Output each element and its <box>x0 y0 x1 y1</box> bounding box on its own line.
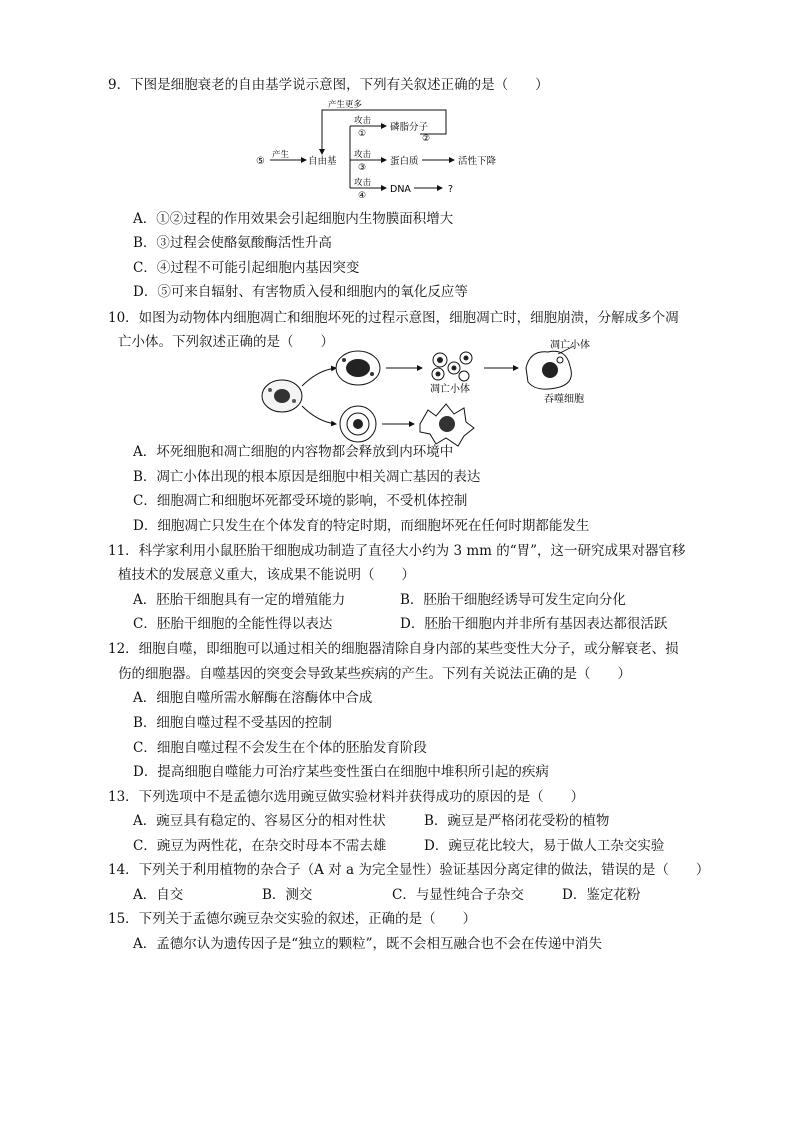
q10-option-a: A．坏死细胞和凋亡细胞的内容物都会释放到内环境中 <box>133 444 454 460</box>
apoptotic-body-top-label: 凋亡小体 <box>550 340 590 351</box>
free-radical-diagram <box>250 96 530 200</box>
produce-label: 产生 <box>272 150 290 160</box>
q13-stem: 13．下列选项中不是孟德尔选用豌豆做实验材料并获得成功的原因的是（ ） <box>108 789 585 805</box>
apoptotic-body-label: 凋亡小体 <box>430 384 470 395</box>
apoptosis-necrosis-diagram <box>258 338 618 448</box>
q13-option-a: A．豌豆具有稳定的、容易区分的相对性状 <box>133 813 386 829</box>
q12-stem-line2: 伤的细胞器。自噬基因的突变会导致某些疾病的产生。下列有关说法正确的是（ ） <box>118 666 631 682</box>
q9-option-d: D．⑤可来自辐射、有害物质入侵和细胞内的氧化反应等 <box>133 284 468 300</box>
necrotic-cell <box>420 404 474 446</box>
protein-label: 蛋白质 <box>390 156 419 167</box>
q10-stem-line2: 亡小体。下列叙述正确的是（ ） <box>118 334 334 350</box>
q10-option-b: B．凋亡小体出现的根本原因是细胞中相关凋亡基因的表达 <box>133 469 481 485</box>
q13-option-c: C．豌豆为两性花，在杂交时母本不需去雄 <box>133 838 387 854</box>
q11-option-d: D．胚胎干细胞内并非所有基因表达都很活跃 <box>400 616 668 632</box>
n2-label: ② <box>422 134 431 144</box>
question-mark-label: ? <box>448 184 454 195</box>
n1-label: ① <box>358 129 367 139</box>
q13-option-b: B．豌豆是严格闭花受粉的植物 <box>424 813 610 829</box>
q12-option-d: D．提高细胞自噬能力可治疗某些变性蛋白在细胞中堆积所引起的疾病 <box>133 764 549 780</box>
q11-stem-line1: 11．科学家利用小鼠胚胎干细胞成功制造了直径大小约为 3 mm 的“胃”，这一研究成果对器官移 <box>108 543 686 559</box>
n3-label: ③ <box>358 163 367 173</box>
q9-stem: 9．下图是细胞衰老的自由基学说示意图，下列有关叙述正确的是（ ） <box>108 77 549 93</box>
q9-option-b: B．③过程会使酪氨酸酶活性升高 <box>133 235 332 251</box>
q10-option-d: D．细胞凋亡只发生在个体发育的特定时期，而细胞坏死在任何时期都能发生 <box>133 518 590 534</box>
q15-option-a: A．孟德尔认为遗传因子是“独立的颗粒”，既不会相互融合也不会在传递中消失 <box>133 936 603 952</box>
q12-option-c: C．细胞自噬过程不会发生在个体的胚胎发育阶段 <box>133 740 427 756</box>
normal-cell <box>262 380 302 412</box>
attack-label-3: 攻击 <box>354 150 372 160</box>
free-radical-label: 自由基 <box>308 156 337 167</box>
q11-option-b: B．胚胎干细胞经诱导可发生定向分化 <box>400 592 626 608</box>
phagocyte-label: 吞噬细胞 <box>544 394 584 405</box>
apoptotic-cell <box>336 351 380 385</box>
q9-option-a: A．①②过程的作用效果会引起细胞内生物膜面积增大 <box>133 211 454 227</box>
q14-stem: 14．下列关于利用植物的杂合子（A 对 a 为完全显性）验证基因分离定律的做法，错误的是（ ） <box>108 862 710 878</box>
n5-label: ⑤ <box>256 156 265 167</box>
q14-option-b: B．测交 <box>262 887 313 903</box>
q11-option-a: A．胚胎干细胞具有一定的增殖能力 <box>133 592 346 608</box>
q12-option-b: B．细胞自噬过程不受基因的控制 <box>133 715 332 731</box>
q11-stem-line2: 植技术的发展意义重大，该成果不能说明（ ） <box>118 567 415 583</box>
q15-stem: 15．下列关于孟德尔豌豆杂交实验的叙述，正确的是（ ） <box>108 911 477 927</box>
q9-option-c: C．④过程不可能引起细胞内基因突变 <box>133 260 360 276</box>
q14-option-c: C．与显性纯合子杂交 <box>392 887 524 903</box>
swelling-cell <box>340 406 376 442</box>
q12-option-a: A．细胞自噬所需水解酶在溶酶体中合成 <box>133 690 373 706</box>
q13-option-d: D．豌豆花比较大，易于做人工杂交实验 <box>424 838 665 854</box>
phospholipid-label: 磷脂分子 <box>390 122 429 133</box>
q14-option-d: D．鉴定花粉 <box>562 887 641 903</box>
q12-stem-line1: 12．细胞自噬，即细胞可以通过相关的细胞器清除自身内部的某些变性大分子，或分解衰老、损 <box>108 641 679 657</box>
attack-label-4: 攻击 <box>354 178 372 188</box>
n4-label: ④ <box>358 191 367 200</box>
q11-option-c: C．胚胎干细胞的全能性得以表达 <box>133 616 333 632</box>
apoptotic-bodies <box>432 352 472 381</box>
phagocyte-cell <box>526 351 571 389</box>
q10-stem-line1: 10．如图为动物体内细胞凋亡和细胞坏死的过程示意图，细胞凋亡时，细胞崩溃，分解成多个凋 <box>108 310 679 326</box>
q10-option-c: C．细胞凋亡和细胞坏死都受环境的影响，不受机体控制 <box>133 493 468 509</box>
produce-more-label: 产生更多 <box>328 100 363 110</box>
dna-label: DNA <box>390 184 411 195</box>
q14-option-a: A．自交 <box>133 887 184 903</box>
attack-label-1: 攻击 <box>354 116 372 126</box>
activity-down-label: 活性下降 <box>458 156 497 167</box>
